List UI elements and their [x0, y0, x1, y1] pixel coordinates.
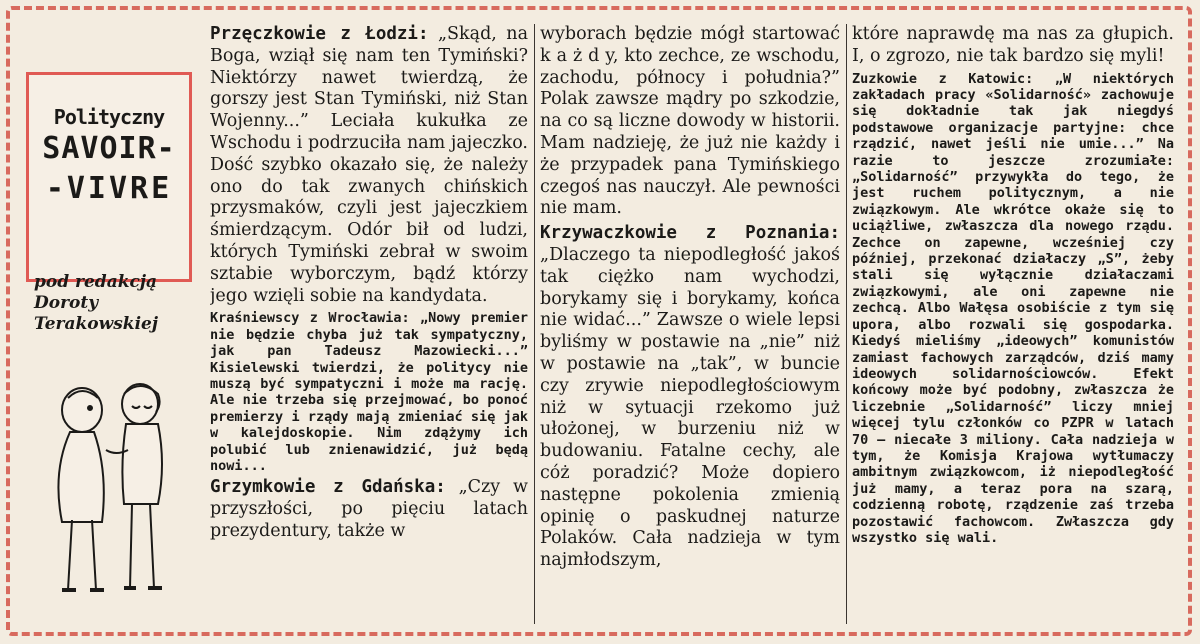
- letter-text: „Dlaczego ta niepodległość jakoś tak ciężko nam wychodzi, borykamy się i borykamy, końca nie widać...” Zawsze o wiele lepsi byliśmy w postawie na „nie” niż w postawie na „tak”, w buncie czy zrywie niepodległościowym niż w sytuacji rzekomo już ułożonej, w burzeniu niż w budowaniu. Fatalne cechy, ale cóż poradzić? Może dopiero następne pokolenia zmienią opinię o paskudnej naturze Polaków. Cała nadzieja w tym najmłodszym,: [540, 244, 840, 571]
- logo-big-text-2: -VIVRE: [45, 171, 173, 206]
- letter-paragraph: [540, 223, 840, 572]
- letter-text: które naprawdę ma nas za głupich. I, o zgrozo, nie tak bardzo się myli!: [852, 24, 1174, 66]
- letter-author: Kraśniewscy z Wrocławia:: [210, 310, 410, 327]
- letter-paragraph: [852, 24, 1174, 68]
- editor-line-2: Doroty: [34, 293, 99, 313]
- letter-author: Zuzkowie z Katowic:: [852, 70, 1034, 87]
- column-logo: [26, 72, 192, 282]
- article-column-3: [852, 24, 1174, 628]
- letter-author: Grzymkowie z Gdańska:: [210, 477, 446, 498]
- article-column-2: [540, 24, 840, 628]
- editor-credit: [34, 272, 214, 335]
- letter-author: Przęczkowie z Łodzi:: [210, 24, 429, 44]
- logo-small-text: Polityczny: [53, 105, 165, 129]
- letter-text: „Nowy premier nie będzie chyba już tak sympatyczny, jak pan Tadeusz Mazowiecki...” Kisielewski twierdzi, że politycy nie muszą być sympatyczni i może ma rację. Ale nie trzeba się przejmować, bo ponoć premierzy i rządy mają zmieniać się jak w kalejdoskopie. Nim zdążymy ich polubić lub znienawidzić, już będą nowi...: [210, 310, 528, 475]
- letter-paragraph: [210, 477, 528, 542]
- logo-big-text-1: SAVOIR-: [42, 131, 176, 166]
- editor-line-1: pod redakcją: [34, 272, 158, 292]
- editor-line-3: Terakowskiej: [34, 314, 159, 334]
- column-divider-2: [846, 24, 847, 624]
- letter-paragraph: [852, 71, 1174, 547]
- cartoon-couple-illustration: [40, 380, 190, 600]
- letter-text: „W niektórych zakładach pracy «Solidarność» zachowuje się dokładnie tak jak niegdyś podstawowe organizacje partyjne: chce rządzić, nawet jeśli nie umie...” Na razie to jeszcze zrozumiałe: „Solidarność” przywykła do tego, że jest ruchem politycznym, a nie związkowym. Ale wkrótce okaże się to uciążliwe, zwłaszcza dla nowego rządu. Zechce on zapewne, wcześniej czy później, przekonać działaczy „S”, żeby stali się wyłącznie działaczami związkowymi, ale oni zapewne nie zechcą. Albo Wałęsa osobiście z tym się upora, albo rozwali się gospodarka. Kiedyś mieliśmy „ideowych” komunistów zamiast fachowych zarządców, dziś mamy ideowych solidarnościowców. Efekt końcowy może być podobny, zwłaszcza że liczebnie „Solidarność” liczy mniej więcej tylu członków co PZPR w latach 70 — niecałe 3 miliony. Cała nadzieja w tym, że Komisja Krajowa wytłumaczy ambitnym związkowcom, iż niepodległość już mamy, a teraz pora na szarą, codzienną robotę, rządzenie zaś trzeba pozostawić fachowcom. Zwłaszcza gdy wszystko się wali.: [852, 70, 1174, 546]
- article-column-1: [210, 24, 528, 628]
- letter-text: „Skąd, na Boga, wziął się nam ten Tymiński? Niektórzy nawet twierdzą, że gorszy jest Stan Tymiński, niż Stan Wojenny...” Leciała kukułka ze Wschodu i podrzuciła nam jajeczko. Dość szybko okazało się, że należy ono do tak zwanych chińskich przysmaków, czyli jest jajeczkiem śmierdzącym. Odór bił od ludzi, których Tymiński zebrał w swoim sztabie wyborczym, bądź którzy jego wzięli sobie na kandydata.: [210, 24, 528, 306]
- column-divider-1: [534, 24, 535, 624]
- letter-author: Krzywaczkowie z Poznania:: [540, 223, 840, 244]
- letter-paragraph: [210, 24, 528, 307]
- letter-paragraph: [540, 24, 840, 220]
- letter-text: wyborach będzie mógł startować k a ż d y, kto zechce, ze wschodu, zachodu, północy i południa?” Polak zawsze mądry po szkodzie, na co są liczne dowody w historii. Mam nadzieję, że już nie każdy i że przypadek pana Tymińskiego czegoś nas nauczył. Ale pewności nie mam.: [540, 24, 840, 219]
- letter-paragraph: [210, 310, 528, 474]
- letter-text: „Czy w przyszłości, po pięciu latach prezydentury, także w: [210, 477, 528, 542]
